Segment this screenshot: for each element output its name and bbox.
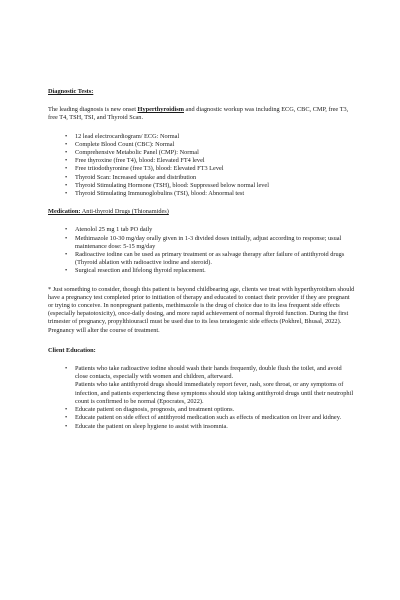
list-item: • Surgical resection and lifelong thyroid replacement. bbox=[48, 267, 356, 275]
list-item: • Comprehensive Metabolic Panel (CMP): Normal bbox=[48, 149, 356, 157]
list-item: • Educate the patient on sleep hygiene to assist with insomnia. bbox=[48, 423, 356, 431]
list-item: • Educate patient on diagnosis, prognosis, and treatment options. bbox=[48, 406, 356, 414]
diagnostic-tests-list bbox=[48, 133, 356, 199]
client-education-heading: Client Education: bbox=[48, 346, 96, 354]
pregnancy-note: * Just something to consider, though this patient is beyond childbearing age, clients we treat with hyperthyroidism should have a pregnancy test completed prior to initiation of therapy and educated to contact their provider if they are pregnant or trying to conceive. In nonpregnant patients, methimazole is the drug of choice due to its less frequent side effects (especially hepatotoxicity), once-daily dosing, and more rapid achievement of normal thyroid function. During the first trimester of pregnancy, propylthiouracil must be used due to its less teratogenic side effects (Pokhrel, Bhusal, 2022). Pregnancy will alter the course of treatment. bbox=[48, 285, 355, 334]
list-item: • Atenolol 25 mg 1 tab PO daily bbox=[48, 226, 356, 234]
list-item: • Thyroid Stimulating Hormone (TSH), blood: Suppressed below normal level bbox=[48, 182, 356, 190]
diagnostic-intro-pre: The leading diagnosis is new onset bbox=[48, 106, 138, 114]
list-item: • Educate patient on side effect of antithyroid medication such as effects of medication on liver and kidney. bbox=[48, 414, 356, 422]
education-item-extra: Patients who take antithyroid drugs should immediately report fever, rash, sore throat, or any symptoms of infection, and patients experiencing these symptoms should stop taking antithyroid drugs until their neutrophil count is confirmed to be normal (Epocrates, 2022). bbox=[75, 381, 354, 405]
list-item: • Thyroid Stimulating Immunoglobulins (TSI), blood: Abnormal test bbox=[48, 190, 356, 198]
list-item: • Free thyroxine (free T4), blood: Elevated FT4 level bbox=[48, 157, 356, 165]
medication-heading: Medication: bbox=[48, 208, 81, 216]
medication-heading-line bbox=[48, 208, 356, 216]
list-item: • Complete Blood Count (CBC): Normal bbox=[48, 141, 356, 149]
diagnostic-intro bbox=[48, 106, 356, 122]
list-item: • Radioactive iodine can be used as primary treatment or as salvage therapy after failure of antithyroid drugs (Thyroid ablation with radioactive iodine and steroid). bbox=[48, 251, 356, 267]
list-item: • Methimazole 10-30 mg/day orally given in 1-3 divided doses initially, adjust according to response; usual maintenance dose: 5-15 mg/day bbox=[48, 235, 356, 251]
list-item: • Thyroid Scan: Increased uptake and distribution bbox=[48, 174, 356, 182]
education-item-text: Patients who take radioactive iodine should wash their hands frequently, double flush the toilet, and avoid close contacts, especially with women and children, afterward. bbox=[75, 365, 342, 381]
diagnostic-tests-heading: Diagnostic Tests: bbox=[48, 88, 94, 95]
list-item: • Free triiodothyronine (free T3), blood: Elevated FT3 Level bbox=[48, 165, 356, 173]
diagnostic-intro-post: and diagnostic workup was including ECG, CBC, CMP, free T3, free T4, TSH, TSI, and Thyroid Scan. bbox=[48, 106, 349, 122]
client-education-list bbox=[48, 365, 356, 431]
medication-subheading: Anti-thyroid Drugs (Thionamides) bbox=[80, 208, 169, 216]
diagnosis-term: Hyperthyroidism bbox=[137, 106, 184, 114]
list-item bbox=[48, 365, 356, 406]
list-item: • 12 lead electrocardiogram/ ECG: Normal bbox=[48, 133, 356, 141]
medication-list bbox=[48, 226, 356, 275]
